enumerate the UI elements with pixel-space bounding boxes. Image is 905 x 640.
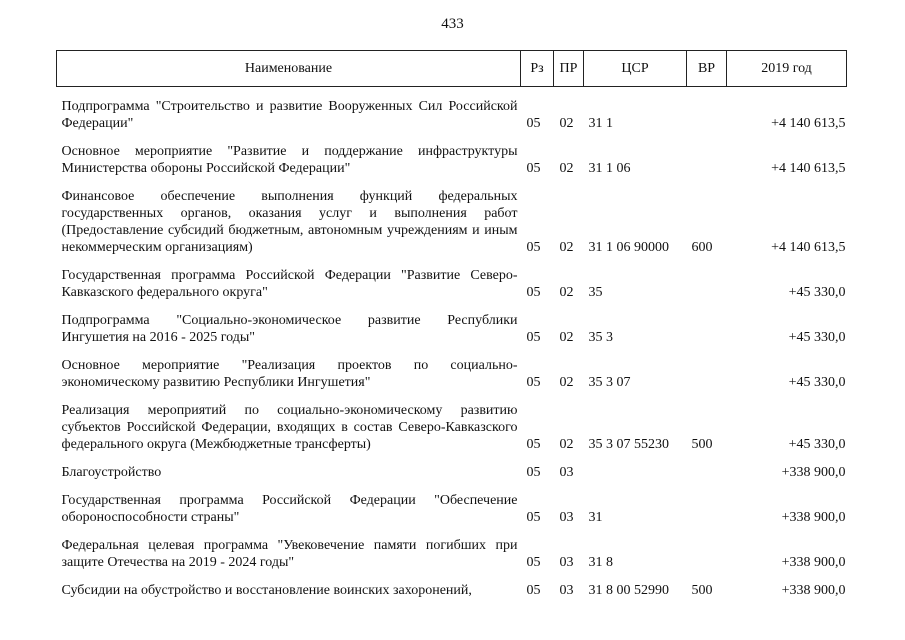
row-name: Федеральная целевая программа "Увековечение памяти погибших при защите Отечества на 2019 - 2024 годы" <box>61 538 518 570</box>
row-vr <box>687 261 727 306</box>
row-amount: +45 330,0 <box>788 285 846 300</box>
row-vr <box>687 137 727 182</box>
row-rz: 05 <box>526 330 541 345</box>
row-amount: +338 900,0 <box>781 465 846 480</box>
row-pr: 03 <box>559 465 574 480</box>
header-pr: ПР <box>554 51 584 87</box>
row-rz: 05 <box>526 465 541 480</box>
row-name: Основное мероприятие "Реализация проектов по социально-экономическому развитию Республики Ингушетия" <box>61 358 518 390</box>
table-row <box>57 261 847 306</box>
row-name: Государственная программа Российской Федерации "Развитие Северо-Кавказского федерального округа" <box>61 268 518 300</box>
row-pr: 02 <box>559 240 574 255</box>
row-rz: 05 <box>526 161 541 176</box>
row-pr: 02 <box>559 116 574 131</box>
row-vr <box>687 486 727 531</box>
row-amount: +45 330,0 <box>788 437 846 452</box>
row-csr: 35 <box>588 285 603 300</box>
row-vr <box>687 306 727 351</box>
row-amount: +4 140 613,5 <box>771 161 846 176</box>
row-name: Реализация мероприятий по социально-экономическому развитию субъектов Российской Федерации, входящих в состав Северо-Кавказского федерального округа (Межбюджетные трансферты) <box>61 403 518 452</box>
header-csr: ЦСР <box>584 51 687 87</box>
row-rz: 05 <box>526 285 541 300</box>
row-rz: 05 <box>526 555 541 570</box>
row-amount: +45 330,0 <box>788 375 846 390</box>
table-row <box>57 458 847 486</box>
row-pr: 02 <box>559 375 574 390</box>
row-rz: 05 <box>526 375 541 390</box>
table-row <box>57 396 847 458</box>
header-year: 2019 год <box>727 51 847 87</box>
page-number: 433 <box>441 16 464 32</box>
row-name: Финансовое обеспечение выполнения функций федеральных государственных органов, оказания услуг и выполнения работ (Предоставление субсидий бюджетным, автономным учреждениям и иным некоммерческим организациям) <box>61 189 518 255</box>
table-row <box>57 137 847 182</box>
row-vr <box>687 87 727 138</box>
row-name: Субсидии на обустройство и восстановление воинских захоронений, <box>61 583 472 598</box>
budget-table <box>56 50 847 604</box>
row-csr: 31 1 <box>588 116 613 131</box>
row-vr <box>687 531 727 576</box>
header-row <box>57 51 847 87</box>
header-vr: ВР <box>687 51 727 87</box>
row-csr: 35 3 07 <box>588 375 631 390</box>
row-amount: +338 900,0 <box>781 555 846 570</box>
row-csr: 31 8 <box>588 555 613 570</box>
row-csr: 31 1 06 <box>588 161 631 176</box>
row-pr: 03 <box>559 510 574 525</box>
row-pr: 03 <box>559 583 574 598</box>
table-row <box>57 306 847 351</box>
row-vr <box>687 351 727 396</box>
row-vr: 600 <box>691 240 713 255</box>
row-csr: 31 8 00 52990 <box>588 583 669 598</box>
row-csr: 31 1 06 90000 <box>588 240 669 255</box>
row-name: Государственная программа Российской Федерации "Обеспечение обороноспособности страны" <box>61 493 518 525</box>
row-amount: +45 330,0 <box>788 330 846 345</box>
row-amount: +4 140 613,5 <box>771 240 846 255</box>
table-row <box>57 531 847 576</box>
row-vr: 500 <box>691 437 713 452</box>
row-rz: 05 <box>526 116 541 131</box>
row-vr <box>687 458 727 486</box>
table-row <box>57 182 847 261</box>
row-rz: 05 <box>526 510 541 525</box>
table-row <box>57 351 847 396</box>
row-name: Подпрограмма "Социально-экономическое развитие Республики Ингушетия на 2016 - 2025 годы" <box>61 313 518 345</box>
row-pr: 02 <box>559 437 574 452</box>
row-csr: 31 <box>588 510 603 525</box>
table-row <box>57 486 847 531</box>
row-csr <box>584 458 687 486</box>
row-csr: 35 3 <box>588 330 613 345</box>
row-pr: 02 <box>559 161 574 176</box>
header-rz: Рз <box>521 51 554 87</box>
row-amount: +338 900,0 <box>781 583 846 598</box>
row-rz: 05 <box>526 240 541 255</box>
row-rz: 05 <box>526 437 541 452</box>
row-name: Подпрограмма "Строительство и развитие Вооруженных Сил Российской Федерации" <box>61 99 518 131</box>
row-pr: 02 <box>559 330 574 345</box>
row-amount: +4 140 613,5 <box>771 116 846 131</box>
row-rz: 05 <box>526 583 541 598</box>
table-row <box>57 576 847 604</box>
header-name: Наименование <box>57 51 521 87</box>
row-vr: 500 <box>691 583 713 598</box>
table-row <box>57 87 847 138</box>
row-amount: +338 900,0 <box>781 510 846 525</box>
row-name: Основное мероприятие "Развитие и поддержание инфраструктуры Министерства обороны Российской Федерации" <box>61 144 518 176</box>
table-header <box>57 51 847 87</box>
table-body <box>57 87 847 605</box>
row-pr: 03 <box>559 555 574 570</box>
row-name: Благоустройство <box>61 465 162 480</box>
row-pr: 02 <box>559 285 574 300</box>
row-csr: 35 3 07 55230 <box>588 437 669 452</box>
